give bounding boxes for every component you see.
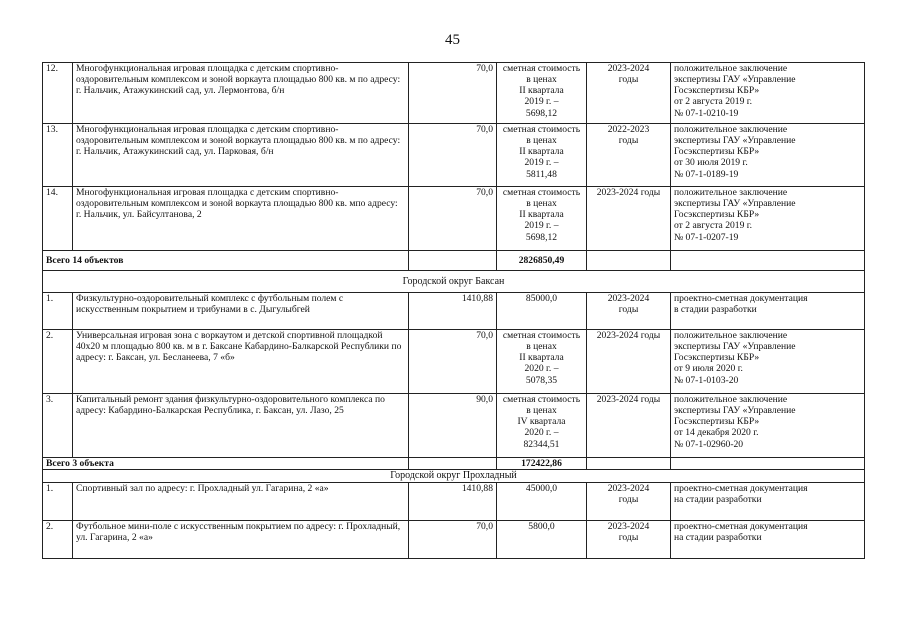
object-name: Многофункциональная игровая площадка с детским спортивно-оздоровительным комплексом и зоной воркаута площадью 800 кв. м по адресу: г. Нальчик, Атажукинский сад, ул. Парковая, б/н <box>73 124 409 187</box>
row-number: 1. <box>43 293 73 330</box>
object-cost: сметная стоимость в ценах II квартала 2019 г. – 5698,12 <box>497 63 587 124</box>
section-header-row <box>43 470 865 483</box>
total-empty-doc <box>671 251 865 271</box>
row-number: 3. <box>43 394 73 458</box>
object-name: Капитальный ремонт здания физкультурно-оздоровительного комплекса по адресу: Кабардино-Балкарская Республика, г. Баксан, ул. Лазо, 25 <box>73 394 409 458</box>
object-documentation: положительное заключение экспертизы ГАУ «Управление Госэкспертизы КБР» от 30 июля 2019 г. № 07-1-0189-19 <box>671 124 865 187</box>
row-number: 12. <box>43 63 73 124</box>
object-period: 2022-2023 годы <box>587 124 671 187</box>
object-cost: сметная стоимость в ценах IV квартала 2020 г. – 82344,51 <box>497 394 587 458</box>
object-capacity: 1410,88 <box>409 293 497 330</box>
total-empty-capacity <box>409 251 497 271</box>
table-row <box>43 293 865 330</box>
object-capacity: 70,0 <box>409 124 497 187</box>
object-capacity: 70,0 <box>409 521 497 559</box>
row-number: 14. <box>43 187 73 251</box>
total-cost: 2826850,49 <box>497 251 587 271</box>
section-title: Городской округ Баксан <box>43 271 865 293</box>
row-number: 1. <box>43 483 73 521</box>
object-name: Многофункциональная игровая площадка с детским спортивно-оздоровительным комплексом и зоной воркаута площадью 800 кв. м по адресу: г. Нальчик, Атажукинский сад, ул. Лермонтова, б/н <box>73 63 409 124</box>
table-row <box>43 330 865 394</box>
object-cost: сметная стоимость в ценах II квартала 2019 г. – 5698,12 <box>497 187 587 251</box>
table-row <box>43 124 865 187</box>
row-number: 13. <box>43 124 73 187</box>
row-number: 2. <box>43 521 73 559</box>
object-documentation: положительное заключение экспертизы ГАУ «Управление Госэкспертизы КБР» от 2 августа 2019 г. № 07-1-0207-19 <box>671 187 865 251</box>
total-empty-period <box>587 458 671 470</box>
section-title: Городской округ Прохладный <box>43 470 865 483</box>
object-period: 2023-2024 годы <box>587 394 671 458</box>
object-capacity: 1410,88 <box>409 483 497 521</box>
object-capacity: 90,0 <box>409 394 497 458</box>
total-label: Всего 3 объекта <box>43 458 409 470</box>
object-name: Многофункциональная игровая площадка с детским спортивно-оздоровительным комплексом и зоной воркаута площадью 800 кв. мпо адресу: г. Нальчик, ул. Байсултанова, 2 <box>73 187 409 251</box>
object-period: 2023-2024 годы <box>587 187 671 251</box>
object-cost: 85000,0 <box>497 293 587 330</box>
object-name: Футбольное мини-поле с искусственным покрытием по адресу: г. Прохладный, ул. Гагарина, 2 «а» <box>73 521 409 559</box>
table-row <box>43 521 865 559</box>
table-row <box>43 63 865 124</box>
object-period: 2023-2024 годы <box>587 330 671 394</box>
total-row <box>43 251 865 271</box>
object-capacity: 70,0 <box>409 330 497 394</box>
object-documentation: проектно-сметная документация на стадии разработки <box>671 521 865 559</box>
total-label: Всего 14 объектов <box>43 251 409 271</box>
row-number: 2. <box>43 330 73 394</box>
object-documentation: положительное заключение экспертизы ГАУ «Управление Госэкспертизы КБР» от 2 августа 2019 г. № 07-1-0210-19 <box>671 63 865 124</box>
object-period: 2023-2024 годы <box>587 63 671 124</box>
object-cost: сметная стоимость в ценах II квартала 2020 г. – 5078,35 <box>497 330 587 394</box>
page-number: 45 <box>445 32 460 48</box>
object-documentation: проектно-сметная документация в стадии разработки <box>671 293 865 330</box>
object-period: 2023-2024 годы <box>587 521 671 559</box>
object-name: Универсальная игровая зона с воркаутом и детской спортивной площадкой 40х20 м площадью 800 кв. м в г. Баксане Кабардино-Балкарской Республики по адресу: г. Баксан, ул. Бесланеева, 7 «б» <box>73 330 409 394</box>
object-cost: 45000,0 <box>497 483 587 521</box>
total-cost: 172422,86 <box>497 458 587 470</box>
objects-table-body <box>43 63 865 559</box>
total-empty-period <box>587 251 671 271</box>
object-capacity: 70,0 <box>409 187 497 251</box>
table-row <box>43 187 865 251</box>
total-row <box>43 458 865 470</box>
object-documentation: проектно-сметная документация на стадии разработки <box>671 483 865 521</box>
object-documentation: положительное заключение экспертизы ГАУ «Управление Госэкспертизы КБР» от 14 декабря 2020 г. № 07-1-02960-20 <box>671 394 865 458</box>
object-period: 2023-2024 годы <box>587 293 671 330</box>
total-empty-capacity <box>409 458 497 470</box>
object-name: Физкультурно-оздоровительный комплекс с футбольным полем с искусственным покрытием и трибунами в с. Дыгулыбгей <box>73 293 409 330</box>
object-documentation: положительное заключение экспертизы ГАУ «Управление Госэкспертизы КБР» от 9 июля 2020 г. № 07-1-0103-20 <box>671 330 865 394</box>
object-period: 2023-2024 годы <box>587 483 671 521</box>
object-name: Спортивный зал по адресу: г. Прохладный ул. Гагарина, 2 «а» <box>73 483 409 521</box>
object-cost: 5800,0 <box>497 521 587 559</box>
table-row <box>43 394 865 458</box>
table-row <box>43 483 865 521</box>
objects-table <box>42 62 865 559</box>
object-cost: сметная стоимость в ценах II квартала 2019 г. – 5811,48 <box>497 124 587 187</box>
section-header-row <box>43 271 865 293</box>
object-capacity: 70,0 <box>409 63 497 124</box>
total-empty-doc <box>671 458 865 470</box>
